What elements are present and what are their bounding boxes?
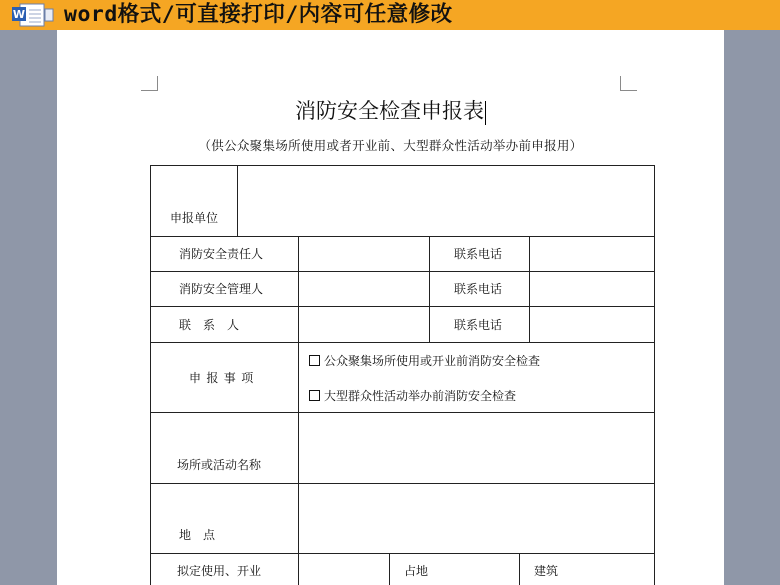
phone-label: 联系电话: [454, 247, 503, 261]
document-title[interactable]: 消防安全检查申报表: [295, 99, 484, 123]
document-subtitle: （供公众聚集场所使用或者开业前、大型群众性活动举办前申报用）: [198, 138, 583, 153]
top-banner: [0, 0, 780, 30]
building-label: 建筑: [534, 564, 559, 578]
fire-safety-manager-label: 消防安全管理人: [179, 282, 264, 296]
form-table-grid: [57, 30, 724, 585]
applicant-unit-label: 申报单位: [170, 211, 219, 225]
svg-text:W: W: [12, 8, 26, 21]
checkbox-icon[interactable]: [309, 390, 320, 401]
banner-text: word格式/可直接打印/内容可任意修改: [64, 2, 453, 27]
document-page: [57, 30, 724, 585]
phone-label: 联系电话: [454, 318, 503, 332]
address-label: 地 点: [179, 528, 216, 542]
venue-or-event-name-label: 场所或活动名称: [177, 458, 262, 472]
option-public-venue[interactable]: 公众聚集场所使用或开业前消防安全检查: [309, 353, 540, 369]
contact-person-label: 联 系 人: [179, 318, 240, 332]
land-area-label: 占地: [404, 564, 429, 578]
planned-use-label: 拟定使用、开业: [177, 564, 262, 578]
phone-label: 联系电话: [454, 282, 503, 296]
fire-safety-responsible-label: 消防安全责任人: [179, 247, 264, 261]
declaration-items-label: 申报事项: [189, 371, 259, 385]
word-document-icon: [10, 3, 56, 27]
checkbox-icon[interactable]: [309, 355, 320, 366]
option-large-event[interactable]: 大型群众性活动举办前消防安全检查: [309, 388, 516, 404]
